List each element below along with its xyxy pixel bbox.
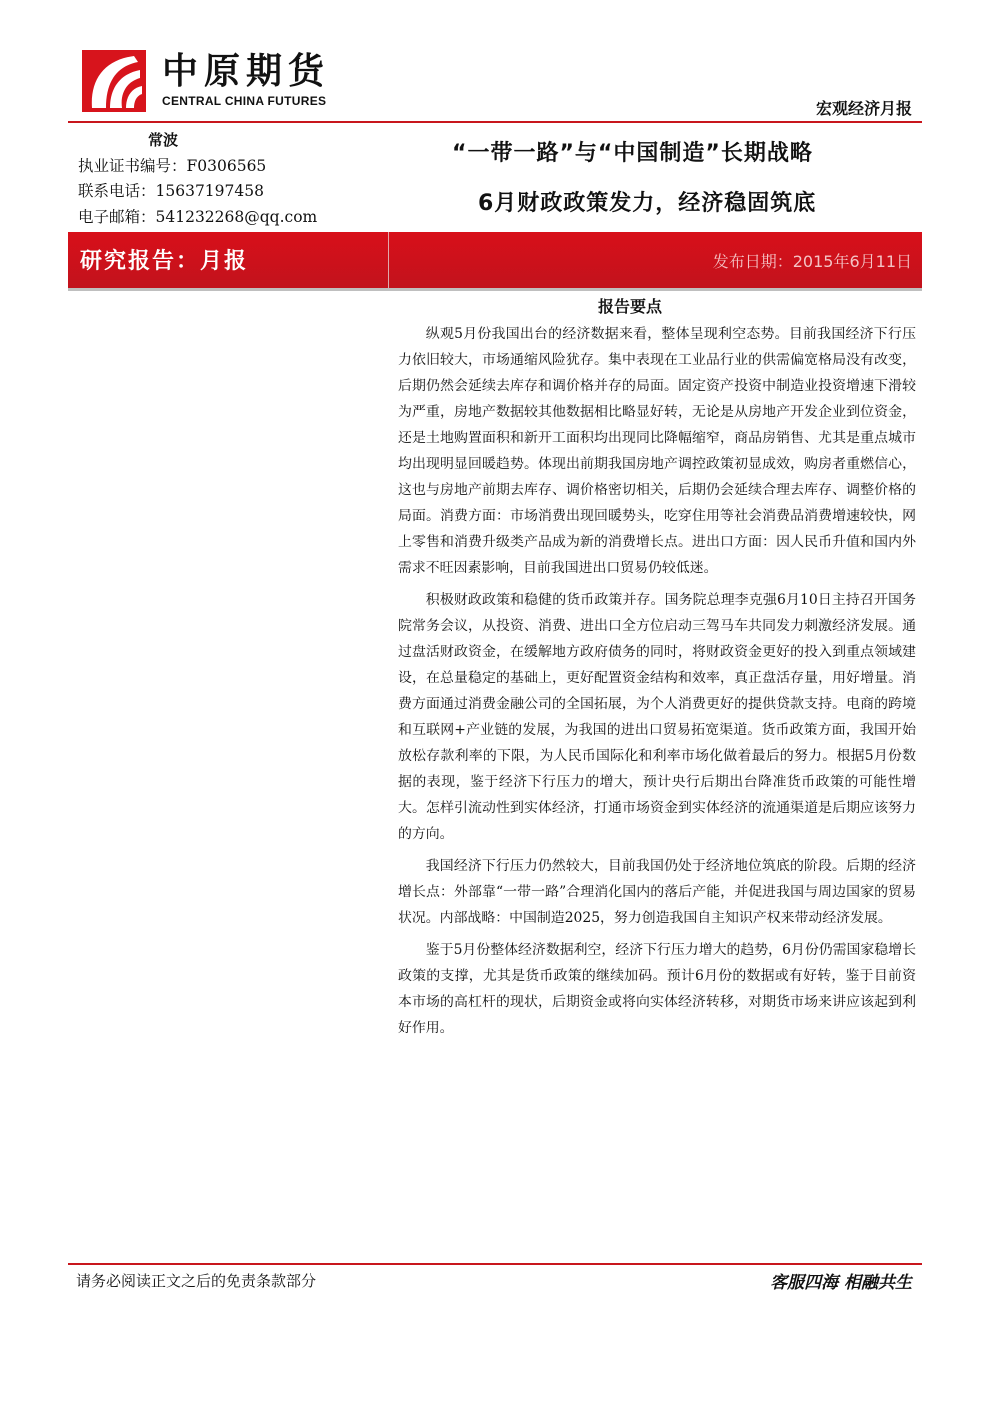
author-email: 电子邮箱：541232268@qq.com [78,207,318,226]
summary-paragraph: 纵观5月份我国出台的经济数据来看，整体呈现利空态势。目前我国经济下行压力依旧较大，市场通缩风险犹存。集中表现在工业品行业的供需偏宽格局没有改变，后期仍然会延续去库存和调价格并存的局面。固定资产投资中制造业投资增速下滑较为严重，房地产数据较其他数据相比略显好转，无论是从房地产开发企业到位资金，还是土地购置面积和新开工面积均出现同比降幅缩窄，商品房销售、尤其是重点城市均出现明显回暖趋势。体现出前期我国房地产调控政策初显成效，购房者重燃信心，这也与房地产前期去库存、调价格密切相关，后期仍会延续合理去库存、调整价格的局面。消费方面：市场消费出现回暖势头，吃穿住用等社会消费品消费增速较快，网上零售和消费升级类产品成为新的消费增长点。进出口方面：因人民币升值和国内外需求不旺因素影响，目前我国进出口贸易仍较低迷。 [398,326,916,576]
disclaimer-note: 请务必阅读正文之后的免责条款部分 [76,1272,317,1290]
company-logo [82,50,344,114]
summary-paragraph: 积极财政政策和稳健的货币政策并存。国务院总理李克强6月10日主持召开国务院常务会议，从投资、消费、进出口全方位启动三驾马车共同发力刺激经济发展。通过盘活财政资金，在缓解地方政府债务的同时，将财政资金更好的投入到重点领域建设，在总量稳定的基础上，更好配置资金结构和效率，真正盘活存量，用好增量。消费方面通过消费金融公司的全国拓展，为个人消费更好的提供贷款支持。电商的跨境和互联网+产业链的发展，为我国的进出口贸易拓宽渠道。货币政策方面，我国开始放松存款利率的下限，为人民币国际化和利率市场化做着最后的努力。根据5月份数据的表现，鉴于经济下行压力的增大，预计央行后期出台降准货币政策的可能性增大。怎样引流动性到实体经济，打通市场资金到实体经济的流通渠道是后期应该努力的方向。 [398,592,916,842]
logo-english-name: CENTRAL CHINA FUTURES [162,94,327,108]
footer-divider [68,1263,922,1265]
band-divider [388,232,389,288]
header-divider [68,121,922,123]
report-title-line1: “一带一路”与“中国制造”长期战略 [452,141,813,166]
logo-mark-icon [82,50,146,112]
author-phone: 联系电话：15637197458 [78,182,264,200]
report-type-label: 宏观经济月报 [815,99,912,118]
author-name: 常波 [148,131,179,149]
summary-body [398,321,916,1041]
report-category: 研究报告：月报 [80,249,249,274]
summary-paragraph: 鉴于5月份整体经济数据利空，经济下行压力增大的趋势，6月份仍需国家稳增长政策的支撑，尤其是货币政策的继续加码。预计6月份的数据或有好转，鉴于目前资本市场的高杠杆的现状，后期资金或将向实体经济转移，对期货市场来讲应该起到利好作用。 [398,942,916,1036]
logo-chinese-name: 中原期货 [162,51,331,92]
author-block [78,128,378,230]
summary-paragraph: 我国经济下行压力仍然较大，目前我国仍处于经济地位筑底的阶段。后期的经济增长点：外部靠“一带一路”合理消化国内的落后产能，并促进我国与周边国家的贸易状况。内部战略：中国制造2025，努力创造我国自主知识产权来带动经济发展。 [398,858,916,926]
publish-date: 发布日期：2015年6月11日 [712,252,912,271]
summary-heading: 报告要点 [598,297,663,316]
author-certificate: 执业证书编号：F0306565 [78,156,267,175]
report-title-line2: 6月财政政策发力，经济稳固筑底 [478,191,817,216]
company-slogan: 客服四海 相融共生 [770,1273,912,1293]
